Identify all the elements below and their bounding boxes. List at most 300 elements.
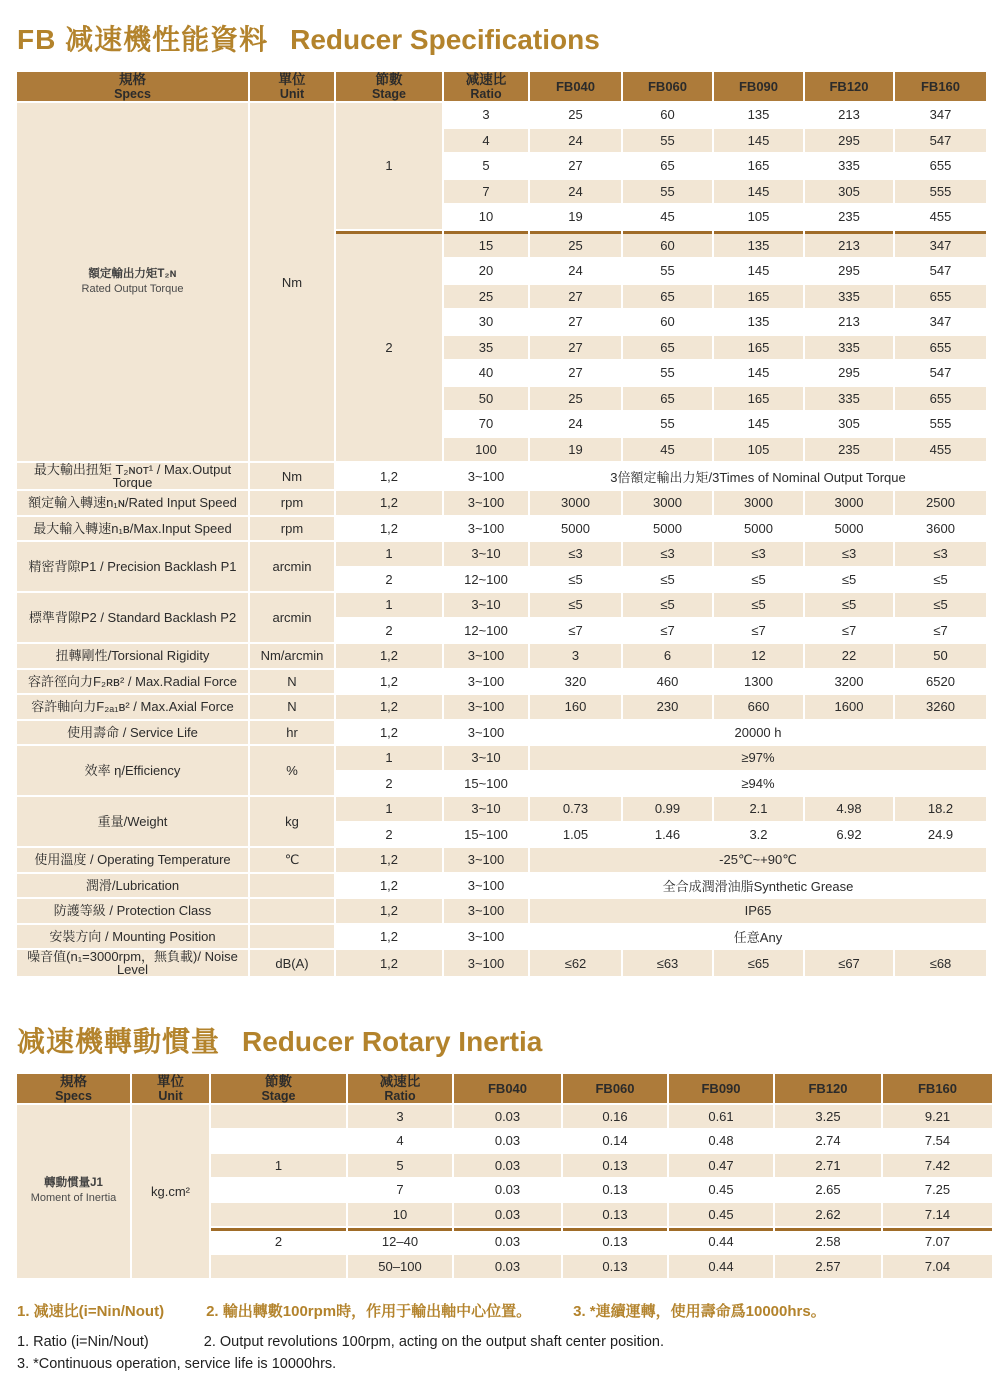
table-cell: 213 bbox=[805, 103, 893, 127]
table-cell: 547 bbox=[895, 129, 986, 153]
table-cell: 0.13 bbox=[563, 1154, 667, 1177]
footnote-zh-1: 1. 减速比(i=Nin/Nout) bbox=[17, 1302, 165, 1320]
table-cell: 60 bbox=[623, 231, 712, 258]
table-cell: 24 bbox=[530, 180, 621, 204]
table-cell: 70 bbox=[444, 412, 528, 436]
table-cell: ≤65 bbox=[714, 950, 803, 976]
table-cell: 7.25 bbox=[883, 1179, 992, 1202]
table-cell: 335 bbox=[805, 285, 893, 309]
table-cell: arcmin bbox=[250, 593, 334, 642]
table-cell: 潤滑/Lubrication bbox=[17, 874, 248, 898]
column-header: 規格 Specs bbox=[17, 72, 248, 101]
table-cell: 5 bbox=[348, 1154, 452, 1177]
table-row bbox=[17, 517, 986, 541]
table-cell: 2500 bbox=[895, 491, 986, 515]
table-cell: ≤3 bbox=[623, 542, 712, 566]
table-cell: 1,2 bbox=[336, 695, 442, 719]
table-cell: 7.14 bbox=[883, 1203, 992, 1226]
table-cell: 3~100 bbox=[444, 899, 528, 923]
table-cell: 15~100 bbox=[444, 823, 528, 847]
table-cell: kg bbox=[250, 797, 334, 846]
column-header: FB040 bbox=[454, 1074, 561, 1103]
table-row bbox=[17, 463, 986, 489]
table-cell: 2 bbox=[336, 619, 442, 643]
table-cell: % bbox=[250, 746, 334, 795]
table-cell: 213 bbox=[805, 310, 893, 334]
table-cell: 22 bbox=[805, 644, 893, 668]
table-cell: 45 bbox=[623, 205, 712, 229]
specifications-table bbox=[15, 70, 988, 978]
table-cell: 1,2 bbox=[336, 517, 442, 541]
title-inertia-zh: 减速機轉動慣量 bbox=[17, 1026, 221, 1057]
title-specifications-en: Reducer Specifications bbox=[290, 24, 600, 55]
title-specifications-zh: FB 减速機性能資料 bbox=[17, 24, 269, 55]
table-cell: 25 bbox=[530, 103, 621, 127]
table-cell: 295 bbox=[805, 259, 893, 283]
table-cell: 213 bbox=[805, 231, 893, 258]
table-cell: 1,2 bbox=[336, 874, 442, 898]
table-cell: arcmin bbox=[250, 542, 334, 591]
table-cell: 1.05 bbox=[530, 823, 621, 847]
table-cell: 547 bbox=[895, 259, 986, 283]
table-cell: 0.99 bbox=[623, 797, 712, 821]
table-cell: 165 bbox=[714, 336, 803, 360]
table-cell: 1,2 bbox=[336, 848, 442, 872]
table-cell: 305 bbox=[805, 412, 893, 436]
table-cell: 24 bbox=[530, 129, 621, 153]
table-cell: 27 bbox=[530, 154, 621, 178]
table-cell: 65 bbox=[623, 387, 712, 411]
table-cell: 1,2 bbox=[336, 950, 442, 976]
table-cell: 1,2 bbox=[336, 721, 442, 745]
table-cell: ≤62 bbox=[530, 950, 621, 976]
table-cell: 0.48 bbox=[669, 1130, 773, 1153]
table-row bbox=[17, 1105, 992, 1128]
table-cell: 全合成潤滑油脂Synthetic Grease bbox=[530, 874, 986, 898]
table-cell: 3 bbox=[530, 644, 621, 668]
table-cell: 455 bbox=[895, 205, 986, 229]
table-cell: 0.03 bbox=[454, 1203, 561, 1226]
table-row bbox=[17, 746, 986, 770]
table-cell: 額定輸出力矩T₂ɴ Rated Output Torque bbox=[17, 103, 248, 461]
table-cell: ≤5 bbox=[805, 593, 893, 617]
table-cell: 0.44 bbox=[669, 1228, 773, 1254]
table-cell: ≤7 bbox=[530, 619, 621, 643]
table-cell: 4 bbox=[444, 129, 528, 153]
table-cell: ≤5 bbox=[623, 593, 712, 617]
table-cell: 5000 bbox=[623, 517, 712, 541]
table-cell: 7.42 bbox=[883, 1154, 992, 1177]
column-header: FB160 bbox=[895, 72, 986, 101]
table-cell: 3.25 bbox=[775, 1105, 881, 1128]
table-cell: 65 bbox=[623, 336, 712, 360]
table-cell: 15 bbox=[444, 231, 528, 258]
table-cell: 6 bbox=[623, 644, 712, 668]
table-cell: 25 bbox=[530, 387, 621, 411]
table-cell: 3~100 bbox=[444, 925, 528, 949]
table-cell: 15~100 bbox=[444, 772, 528, 796]
table-cell: 19 bbox=[530, 205, 621, 229]
table-cell: 655 bbox=[895, 387, 986, 411]
table-cell: 2 bbox=[336, 568, 442, 592]
table-cell bbox=[250, 874, 334, 898]
table-cell: 7.07 bbox=[883, 1228, 992, 1254]
column-header: 規格 Specs bbox=[17, 1074, 130, 1103]
table-cell: 135 bbox=[714, 231, 803, 258]
table-cell: 12–40 bbox=[348, 1228, 452, 1254]
table-cell bbox=[250, 925, 334, 949]
table-cell: 3 bbox=[444, 103, 528, 127]
table-cell: 60 bbox=[623, 310, 712, 334]
table-cell: 效率 η/Efficiency bbox=[17, 746, 248, 795]
table-cell: 容許徑向力F₂ʀʙ² / Max.Radial Force bbox=[17, 670, 248, 694]
table-cell: Nm bbox=[250, 463, 334, 489]
table-cell: 27 bbox=[530, 285, 621, 309]
table-cell: 40 bbox=[444, 361, 528, 385]
table-row bbox=[17, 848, 986, 872]
table-cell: 5000 bbox=[714, 517, 803, 541]
table-cell: 1 bbox=[336, 103, 442, 229]
footnote-zh-3: 3. *連續運轉，使用壽命爲10000hrs。 bbox=[573, 1302, 826, 1320]
table-cell: 145 bbox=[714, 129, 803, 153]
table-cell: hr bbox=[250, 721, 334, 745]
table-cell: 1600 bbox=[805, 695, 893, 719]
table-cell: ≤7 bbox=[895, 619, 986, 643]
table-cell: 27 bbox=[530, 310, 621, 334]
page-title-inertia bbox=[17, 1020, 982, 1060]
table-row bbox=[17, 103, 986, 127]
table-cell: 20000 h bbox=[530, 721, 986, 745]
table-cell: dB(A) bbox=[250, 950, 334, 976]
table-cell: 5000 bbox=[530, 517, 621, 541]
column-header: 節數 Stage bbox=[336, 72, 442, 101]
table-cell: ≤7 bbox=[714, 619, 803, 643]
inertia-table bbox=[15, 1072, 994, 1280]
table-cell: 重量/Weight bbox=[17, 797, 248, 846]
table-cell: 2.1 bbox=[714, 797, 803, 821]
table-cell: 55 bbox=[623, 129, 712, 153]
table-row bbox=[17, 925, 986, 949]
table-cell: 3600 bbox=[895, 517, 986, 541]
table-cell: 235 bbox=[805, 438, 893, 462]
table-cell: ≤5 bbox=[805, 568, 893, 592]
table-cell: 335 bbox=[805, 387, 893, 411]
table-cell: 2 bbox=[336, 823, 442, 847]
table-cell: 455 bbox=[895, 438, 986, 462]
table-cell: ≤3 bbox=[714, 542, 803, 566]
table-cell: 230 bbox=[623, 695, 712, 719]
table-cell: 0.73 bbox=[530, 797, 621, 821]
table-cell: 655 bbox=[895, 336, 986, 360]
table-cell: ≤5 bbox=[530, 568, 621, 592]
table-cell: 347 bbox=[895, 103, 986, 127]
column-header: FB120 bbox=[805, 72, 893, 101]
table-cell: 25 bbox=[444, 285, 528, 309]
table-cell: 3260 bbox=[895, 695, 986, 719]
table-cell: 555 bbox=[895, 412, 986, 436]
table-cell: 50 bbox=[895, 644, 986, 668]
table-cell: 20 bbox=[444, 259, 528, 283]
table-cell: 295 bbox=[805, 361, 893, 385]
footnote-en-line1 bbox=[17, 1331, 982, 1353]
table-cell: ℃ bbox=[250, 848, 334, 872]
table-cell: 3~100 bbox=[444, 874, 528, 898]
table-cell: Nm/arcmin bbox=[250, 644, 334, 668]
table-cell: 165 bbox=[714, 387, 803, 411]
table-row bbox=[17, 797, 986, 821]
table-cell: 7 bbox=[348, 1179, 452, 1202]
table-cell: 7.04 bbox=[883, 1255, 992, 1278]
table-cell bbox=[211, 1203, 346, 1226]
table-cell: 24 bbox=[530, 259, 621, 283]
table-cell: 305 bbox=[805, 180, 893, 204]
table-cell: 容許軸向力F₂ₐ₁ʙ² / Max.Axial Force bbox=[17, 695, 248, 719]
column-header: 單位 Unit bbox=[132, 1074, 209, 1103]
table-cell: 3000 bbox=[805, 491, 893, 515]
table-cell: 660 bbox=[714, 695, 803, 719]
column-header: FB120 bbox=[775, 1074, 881, 1103]
table-cell: 2 bbox=[211, 1228, 346, 1254]
table-row bbox=[17, 670, 986, 694]
footnotes bbox=[17, 1300, 982, 1375]
table-cell: 1,2 bbox=[336, 463, 442, 489]
title-inertia-en: Reducer Rotary Inertia bbox=[242, 1026, 543, 1057]
table-cell: 任意Any bbox=[530, 925, 986, 949]
table-cell: ≤5 bbox=[623, 568, 712, 592]
table-cell: 24.9 bbox=[895, 823, 986, 847]
table-cell: 145 bbox=[714, 180, 803, 204]
table-cell: 3~100 bbox=[444, 491, 528, 515]
table-cell: 145 bbox=[714, 361, 803, 385]
specifications-table-container bbox=[15, 70, 982, 978]
table-cell: Nm bbox=[250, 103, 334, 461]
footnotes-en bbox=[17, 1331, 982, 1375]
table-cell: 547 bbox=[895, 361, 986, 385]
table-cell: 使用壽命 / Service Life bbox=[17, 721, 248, 745]
table-cell: 0.45 bbox=[669, 1179, 773, 1202]
table-cell: 160 bbox=[530, 695, 621, 719]
table-cell: 1 bbox=[336, 746, 442, 770]
table-cell: 5 bbox=[444, 154, 528, 178]
column-header: FB060 bbox=[563, 1074, 667, 1103]
column-header: FB160 bbox=[883, 1074, 992, 1103]
table-cell: ≤7 bbox=[805, 619, 893, 643]
table-cell: 1 bbox=[336, 593, 442, 617]
table-cell: ≥97% bbox=[530, 746, 986, 770]
table-cell: -25℃~+90℃ bbox=[530, 848, 986, 872]
table-cell: 6520 bbox=[895, 670, 986, 694]
table-cell: 1,2 bbox=[336, 644, 442, 668]
table-row bbox=[17, 899, 986, 923]
table-cell: rpm bbox=[250, 517, 334, 541]
table-cell: 4.98 bbox=[805, 797, 893, 821]
table-cell: 335 bbox=[805, 154, 893, 178]
table-cell: ≤67 bbox=[805, 950, 893, 976]
table-cell: 1,2 bbox=[336, 670, 442, 694]
table-cell: 3~100 bbox=[444, 721, 528, 745]
table-cell: 27 bbox=[530, 336, 621, 360]
table-cell: 7.54 bbox=[883, 1130, 992, 1153]
table-cell: 10 bbox=[348, 1203, 452, 1226]
table-cell: 轉動慣量J1 Moment of Inertia bbox=[17, 1105, 130, 1278]
table-cell: ≤5 bbox=[530, 593, 621, 617]
table-row bbox=[17, 874, 986, 898]
table-cell: 105 bbox=[714, 205, 803, 229]
table-cell: 2 bbox=[336, 231, 442, 462]
table-cell: 25 bbox=[530, 231, 621, 258]
table-cell: 235 bbox=[805, 205, 893, 229]
table-cell: 3~100 bbox=[444, 644, 528, 668]
table-cell: 3200 bbox=[805, 670, 893, 694]
table-cell: ≤63 bbox=[623, 950, 712, 976]
column-header: FB090 bbox=[669, 1074, 773, 1103]
table-row bbox=[17, 542, 986, 566]
table-cell: 0.03 bbox=[454, 1228, 561, 1254]
table-cell: 7 bbox=[444, 180, 528, 204]
table-cell: 12~100 bbox=[444, 568, 528, 592]
table-cell: ≤68 bbox=[895, 950, 986, 976]
inertia-table-container bbox=[15, 1072, 982, 1280]
table-cell: 347 bbox=[895, 231, 986, 258]
table-cell: 12 bbox=[714, 644, 803, 668]
table-cell: 555 bbox=[895, 180, 986, 204]
table-cell: 扭轉剛性/Torsional Rigidity bbox=[17, 644, 248, 668]
table-cell: 2.62 bbox=[775, 1203, 881, 1226]
table-cell: 1.46 bbox=[623, 823, 712, 847]
table-cell: 0.44 bbox=[669, 1255, 773, 1278]
table-cell: 精密背隙P1 / Precision Backlash P1 bbox=[17, 542, 248, 591]
table-cell: 噪音值(n₁=3000rpm，無負載)/ Noise Level bbox=[17, 950, 248, 976]
table-cell: IP65 bbox=[530, 899, 986, 923]
table-row bbox=[17, 950, 986, 976]
table-cell: N bbox=[250, 670, 334, 694]
table-cell: 0.13 bbox=[563, 1179, 667, 1202]
table-cell: 65 bbox=[623, 285, 712, 309]
table-cell: 3~100 bbox=[444, 695, 528, 719]
table-cell: 安裝方向 / Mounting Position bbox=[17, 925, 248, 949]
table-cell: 2 bbox=[336, 772, 442, 796]
table-cell: 9.21 bbox=[883, 1105, 992, 1128]
table-cell: ≤5 bbox=[895, 593, 986, 617]
table-cell: 3倍額定輸出力矩/3Times of Nominal Output Torque bbox=[530, 463, 986, 489]
table-row bbox=[17, 491, 986, 515]
table-cell: 10 bbox=[444, 205, 528, 229]
table-cell: 1,2 bbox=[336, 491, 442, 515]
table-cell: 3~100 bbox=[444, 670, 528, 694]
table-cell: 最大輸入轉速n₁ʙ/Max.Input Speed bbox=[17, 517, 248, 541]
table-cell: 460 bbox=[623, 670, 712, 694]
table-cell: 55 bbox=[623, 361, 712, 385]
table-cell bbox=[250, 899, 334, 923]
table-row bbox=[17, 593, 986, 617]
table-cell: 3~10 bbox=[444, 746, 528, 770]
table-cell: 4 bbox=[348, 1130, 452, 1153]
column-header: FB090 bbox=[714, 72, 803, 101]
table-cell: 295 bbox=[805, 129, 893, 153]
table-cell: 30 bbox=[444, 310, 528, 334]
table-cell: 2.74 bbox=[775, 1130, 881, 1153]
footnote-zh-2: 2. 輸出轉數100rpm時，作用于輸出軸中心位置。 bbox=[206, 1302, 532, 1320]
table-cell: 0.47 bbox=[669, 1154, 773, 1177]
table-cell: N bbox=[250, 695, 334, 719]
table-cell: 3 bbox=[348, 1105, 452, 1128]
table-cell: ≥94% bbox=[530, 772, 986, 796]
table-cell: 27 bbox=[530, 361, 621, 385]
table-cell: 55 bbox=[623, 259, 712, 283]
table-cell: 0.03 bbox=[454, 1105, 561, 1128]
table-cell: 防護等級 / Protection Class bbox=[17, 899, 248, 923]
table-cell: 3~100 bbox=[444, 463, 528, 489]
footnotes-zh bbox=[17, 1300, 982, 1321]
table-cell: 0.03 bbox=[454, 1154, 561, 1177]
table-cell: 5000 bbox=[805, 517, 893, 541]
table-cell: 1,2 bbox=[336, 925, 442, 949]
table-cell: 135 bbox=[714, 310, 803, 334]
table-cell: 6.92 bbox=[805, 823, 893, 847]
table-cell: 1 bbox=[336, 542, 442, 566]
column-header: 節數 Stage bbox=[211, 1074, 346, 1103]
footnote-en-2: 2. Output revolutions 100rpm, acting on the output shaft center position. bbox=[203, 1333, 665, 1350]
table-cell: 2.57 bbox=[775, 1255, 881, 1278]
column-header: 减速比 Ratio bbox=[348, 1074, 452, 1103]
column-header: 單位 Unit bbox=[250, 72, 334, 101]
table-cell: 145 bbox=[714, 412, 803, 436]
table-cell: 0.16 bbox=[563, 1105, 667, 1128]
table-cell bbox=[211, 1130, 346, 1153]
table-cell: 1 bbox=[211, 1154, 346, 1177]
table-cell: kg.cm² bbox=[132, 1105, 209, 1278]
table-cell: 105 bbox=[714, 438, 803, 462]
table-cell: rpm bbox=[250, 491, 334, 515]
table-cell: 2.65 bbox=[775, 1179, 881, 1202]
table-cell: 60 bbox=[623, 103, 712, 127]
table-cell: 0.45 bbox=[669, 1203, 773, 1226]
footnote-en-1: 1. Ratio (i=Nin/Nout) bbox=[17, 1333, 149, 1350]
table-cell: 3~10 bbox=[444, 542, 528, 566]
table-cell: 100 bbox=[444, 438, 528, 462]
table-cell: 24 bbox=[530, 412, 621, 436]
table-cell: ≤5 bbox=[714, 593, 803, 617]
table-cell: 額定輸入轉速n₁ɴ/Rated Input Speed bbox=[17, 491, 248, 515]
footnote-en-3: 3. *Continuous operation, service life is 10000hrs. bbox=[17, 1355, 337, 1372]
table-cell: 12~100 bbox=[444, 619, 528, 643]
column-header: FB060 bbox=[623, 72, 712, 101]
table-cell: 0.14 bbox=[563, 1130, 667, 1153]
table-cell: 0.13 bbox=[563, 1203, 667, 1226]
table-cell: 347 bbox=[895, 310, 986, 334]
table-cell: ≤3 bbox=[805, 542, 893, 566]
table-cell: ≤7 bbox=[623, 619, 712, 643]
table-cell: 65 bbox=[623, 154, 712, 178]
table-cell: 2.58 bbox=[775, 1228, 881, 1254]
table-cell: 最大輸出扭矩 T₂ɴᴏᴛ¹ / Max.Output Torque bbox=[17, 463, 248, 489]
table-cell: 3~100 bbox=[444, 517, 528, 541]
table-cell: 50 bbox=[444, 387, 528, 411]
table-cell: 3000 bbox=[530, 491, 621, 515]
table-cell: 165 bbox=[714, 154, 803, 178]
table-cell: 標準背隙P2 / Standard Backlash P2 bbox=[17, 593, 248, 642]
page-title-specifications bbox=[17, 18, 982, 58]
table-cell bbox=[211, 1179, 346, 1202]
table-cell: ≤5 bbox=[714, 568, 803, 592]
table-cell: 18.2 bbox=[895, 797, 986, 821]
table-cell: 45 bbox=[623, 438, 712, 462]
table-cell: 3000 bbox=[623, 491, 712, 515]
table-cell: 335 bbox=[805, 336, 893, 360]
table-cell: 0.61 bbox=[669, 1105, 773, 1128]
table-cell: 55 bbox=[623, 412, 712, 436]
table-cell: 135 bbox=[714, 103, 803, 127]
